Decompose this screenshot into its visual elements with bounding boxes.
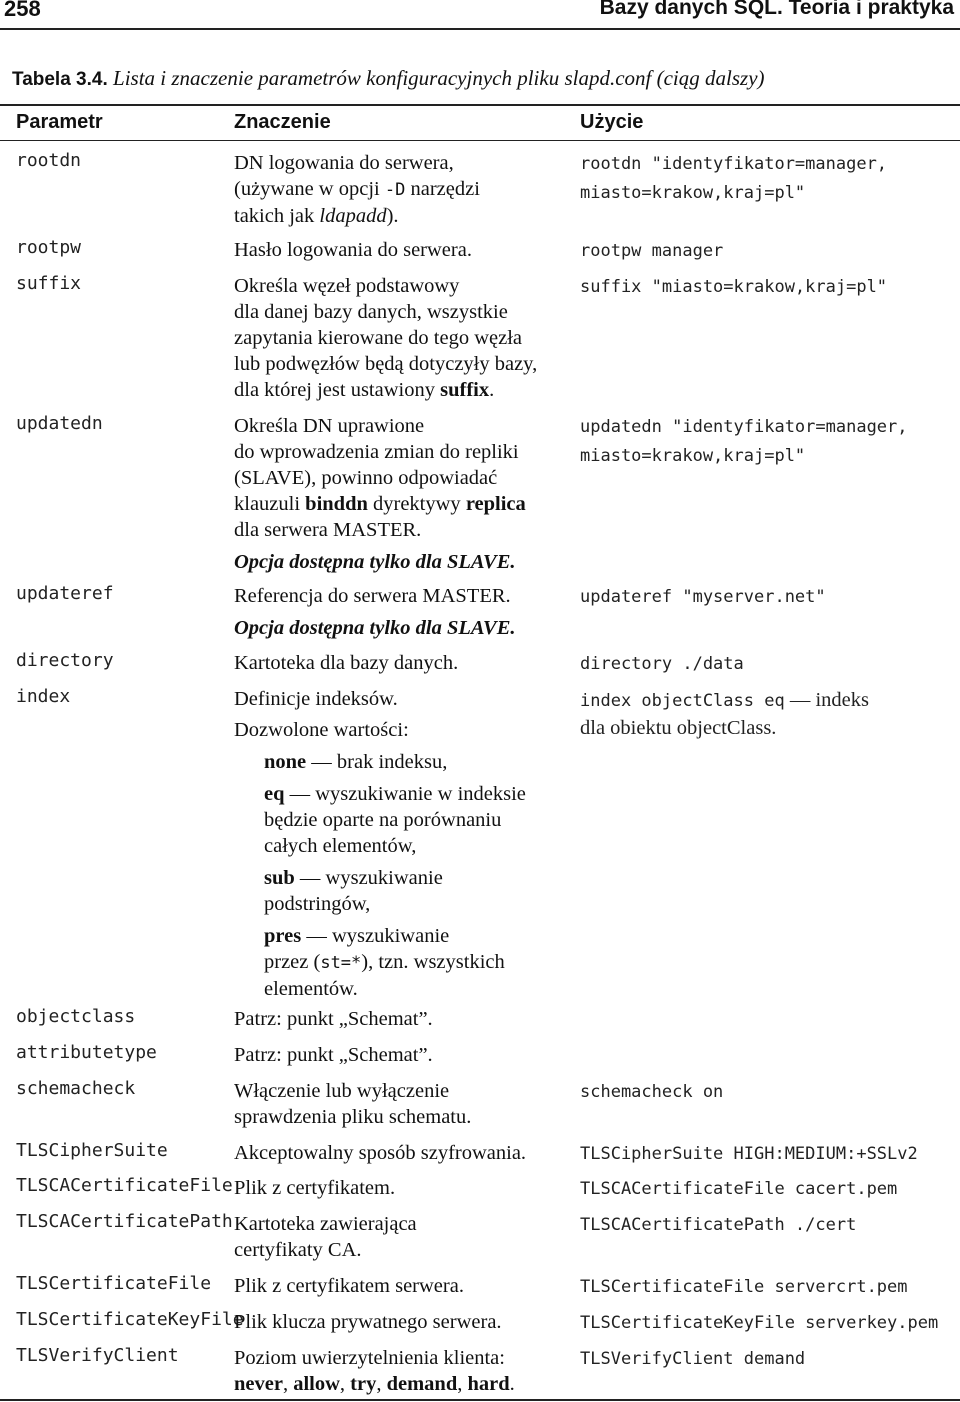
param-name: directory [16,650,114,671]
table-caption [12,66,765,91]
param-meaning: Poziom uwierzytelnienia klienta: never, allow, try, demand, hard. [234,1347,515,1395]
param-name: TLSCipherSuite [16,1140,168,1161]
param-meaning: Kartoteka zawierająca certyfikaty CA. [234,1213,417,1261]
param-usage: index objectClass eq — indeks dla obiektu objectClass. [580,689,869,739]
param-meaning: Włączenie lub wyłączenie sprawdzenia pliku schematu. [234,1080,472,1128]
param-usage: suffix "miasto=krakow,kraj=pl" [580,277,888,297]
param-meaning: DN logowania do serwera, (używane w opcji -D narzędzi takich jak ldapadd). [234,152,480,227]
param-usage: directory ./data [580,654,744,674]
param-usage: TLSCACertificateFile cacert.pem [580,1179,898,1199]
index-option-pres: pres — wyszukiwanie przez (st=*), tzn. wszystkich elementów. [264,925,505,1000]
param-meaning: Plik z certyfikatem serwera. [234,1275,464,1297]
column-header-param: Parametr [16,111,103,133]
page-number: 258 [4,0,41,21]
column-header-meaning: Znaczenie [234,111,331,133]
param-name: updatedn [16,413,103,434]
index-option-sub: sub — wyszukiwanie podstringów, [264,867,443,915]
param-usage: updatedn "identyfikator=manager, miasto=krakow,kraj=pl" [580,417,908,466]
param-usage: rootpw manager [580,241,724,261]
param-name: rootpw [16,237,82,258]
param-meaning: Akceptowalny sposób szyfrowania. [234,1142,527,1164]
index-option-eq: eq — wyszukiwanie w indeksie będzie oparte na porównaniu całych elementów, [264,783,526,857]
param-meaning: Definicje indeksów. Dozwolone wartości: none — brak indeksu, eq — wyszukiwanie w indeksie będzie oparte na porównaniu całych elementów, sub — wyszukiwanie podstringów, pres — wyszukiwanie przez (st=*), tzn. wszystkich elementów. [234,686,566,1002]
param-name: attributetype [16,1042,157,1063]
param-meaning: Określa DN uprawione do wprowadzenia zmian do repliki (SLAVE), powinno odpowiadać klauzuli binddn dyrektywy replica dla serwera MASTER. Opcja dostępna tylko dla SLAVE. [234,413,566,575]
param-name: TLSCACertificateFile [16,1175,233,1196]
param-usage: TLSCACertificatePath ./cert [580,1215,857,1235]
param-name: schemacheck [16,1078,136,1099]
param-usage: TLSCipherSuite HIGH:MEDIUM:+SSLv2 [580,1144,918,1164]
param-name: index [16,686,71,707]
param-usage: TLSCertificateFile servercrt.pem [580,1277,908,1297]
param-usage: updateref "myserver.net" [580,587,826,607]
caption-label: Tabela 3.4. [12,69,108,90]
table-header [0,104,960,141]
param-name: objectclass [16,1006,136,1027]
table-bottom-rule [0,1399,960,1401]
param-name: suffix [16,273,82,294]
param-meaning: Kartoteka dla bazy danych. [234,652,459,674]
param-usage: rootdn "identyfikator=manager, miasto=krakow,kraj=pl" [580,154,888,203]
param-name: TLSCACertificatePath [16,1211,233,1232]
param-meaning: Plik klucza prywatnego serwera. [234,1311,502,1333]
column-header-usage: Użycie [580,111,644,133]
book-title: Bazy danych SQL. Teoria i praktyka [599,0,954,19]
param-name: updateref [16,583,114,604]
param-meaning: Hasło logowania do serwera. [234,239,472,261]
slave-only-note: Opcja dostępna tylko dla SLAVE. [234,617,516,639]
param-meaning: Określa węzeł podstawowy dla danej bazy danych, wszystkie zapytania kierowane do tego węzła lub podwęzłów będą dotyczyły bazy, dla której jest ustawiony suffix. [234,275,538,401]
param-name: TLSCertificateKeyFile [16,1309,244,1330]
param-meaning: Patrz: punkt „Schemat”. [234,1044,433,1066]
page-header [0,0,960,30]
param-name: TLSCertificateFile [16,1273,212,1294]
param-meaning: Plik z certyfikatem. [234,1177,396,1199]
slave-only-note: Opcja dostępna tylko dla SLAVE. [234,551,516,573]
param-usage: TLSVerifyClient demand [580,1349,806,1369]
param-usage: schemacheck on [580,1082,724,1102]
param-name: rootdn [16,150,82,171]
caption-text: Lista i znaczenie parametrów konfiguracyjnych pliku slapd.conf (ciąg dalszy) [113,66,765,90]
param-meaning: Referencja do serwera MASTER. Opcja dostępna tylko dla SLAVE. [234,583,566,641]
param-name: TLSVerifyClient [16,1345,179,1366]
param-usage: TLSCertificateKeyFile serverkey.pem [580,1313,939,1333]
param-meaning: Patrz: punkt „Schemat”. [234,1008,433,1030]
index-option-none: none — brak indeksu, [264,751,448,773]
